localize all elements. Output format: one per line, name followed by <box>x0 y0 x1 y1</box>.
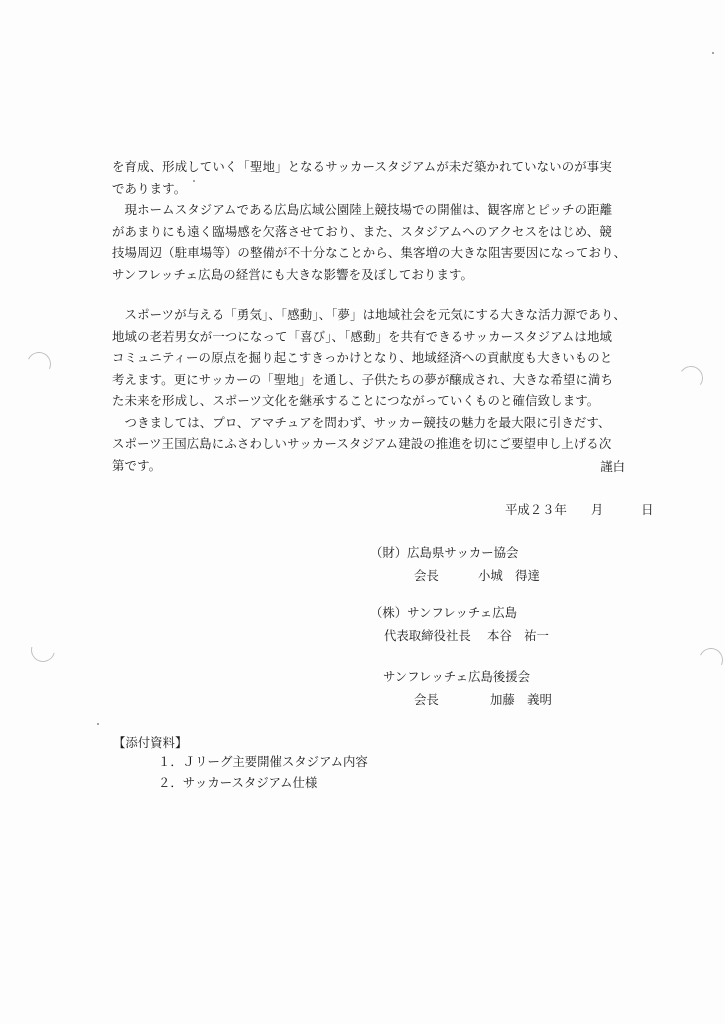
scan-speck <box>712 52 714 54</box>
paragraph-gap <box>112 285 632 304</box>
date-day: 日 <box>641 502 654 517</box>
punch-hole-mark <box>696 645 725 676</box>
body-line: 現ホームスタジアムである広島広域公園陸上競技場での開催は、観客席とピッチの距離 <box>112 202 613 217</box>
punch-hole-mark <box>27 634 60 667</box>
body-line: 考えます。更にサッカーの「聖地」を通し、子供たちの夢が醸成され、大きな希望に満ち <box>112 371 614 387</box>
attachment-item: ２．サッカースタジアム仕様 <box>158 775 318 790</box>
body-text <box>112 156 632 476</box>
body-line: を育成、形成していく「聖地」となるサッカースタジアムが未だ築かれていないのが事実 <box>112 159 612 174</box>
body-line: コミュニティーの原点を掘り起こすきっかけとなり、地域経済への貢献度も大きいものと <box>112 350 613 365</box>
body-line: 地域の老若男女が一つになって「喜び」、「感動」を共有できるサッカースタジアムは地域 <box>112 328 613 344</box>
attachment-item: １．Ｊリーグ主要開催スタジアム内容 <box>158 754 368 769</box>
body-line: サンフレッチェ広島の経営にも大きな影響を及ぼしております。 <box>112 266 474 282</box>
body-line: た未来を形成し、スポーツ文化を継承することにつながっていくものと確信致します。 <box>112 393 600 408</box>
body-line: 技場周辺（駐車場等）の整備が不十分なことから、集客増の大きな阻害要因になっており、 <box>112 245 627 260</box>
signatory-name: 本谷 祐一 <box>487 628 549 643</box>
signatory-title: 会長 <box>414 568 439 583</box>
body-line: であります。 <box>112 180 187 196</box>
signatory-name: 小城 得達 <box>478 568 540 583</box>
body-line: スポーツ王国広島にふさわしいサッカースタジアム建設の推進を切にご要望申し上げる次 <box>112 436 612 451</box>
signatory-org: （財）広島県サッカー協会 <box>370 545 519 560</box>
body-line: スポーツが与える「勇気」、「感動」、「夢」は地域社会を元気にする大きな活力源であり、 <box>112 307 626 322</box>
date-line <box>505 500 654 520</box>
punch-hole-mark <box>24 349 55 380</box>
body-line: があまりにも遠く臨場感を欠落させており、また、スタジアムへのアクセスをはじめ、競 <box>112 223 612 239</box>
signatory-org: サンフレッチェ広島後援会 <box>383 669 531 684</box>
closing-phrase: 謹白 <box>600 459 625 474</box>
signatory-title: 代表取締役社長 <box>384 628 471 643</box>
signatory-name: 加藤 義明 <box>490 692 552 707</box>
body-line: 第です。 <box>112 457 162 473</box>
attachments-heading: 【添付資料】 <box>113 735 188 750</box>
body-line: つきましては、プロ、アマチュアを問わず、サッカー競技の魅力を最大限に引きだす、 <box>112 414 611 430</box>
scan-speck <box>193 180 195 182</box>
punch-hole-mark <box>677 364 705 392</box>
signatory-org: （株）サンフレッチェ広島 <box>370 605 518 620</box>
scan-speck <box>97 723 99 725</box>
date-era-year: 平成２３年 <box>505 502 567 517</box>
date-month: 月 <box>590 502 604 517</box>
signatory-title: 会長 <box>414 692 439 707</box>
